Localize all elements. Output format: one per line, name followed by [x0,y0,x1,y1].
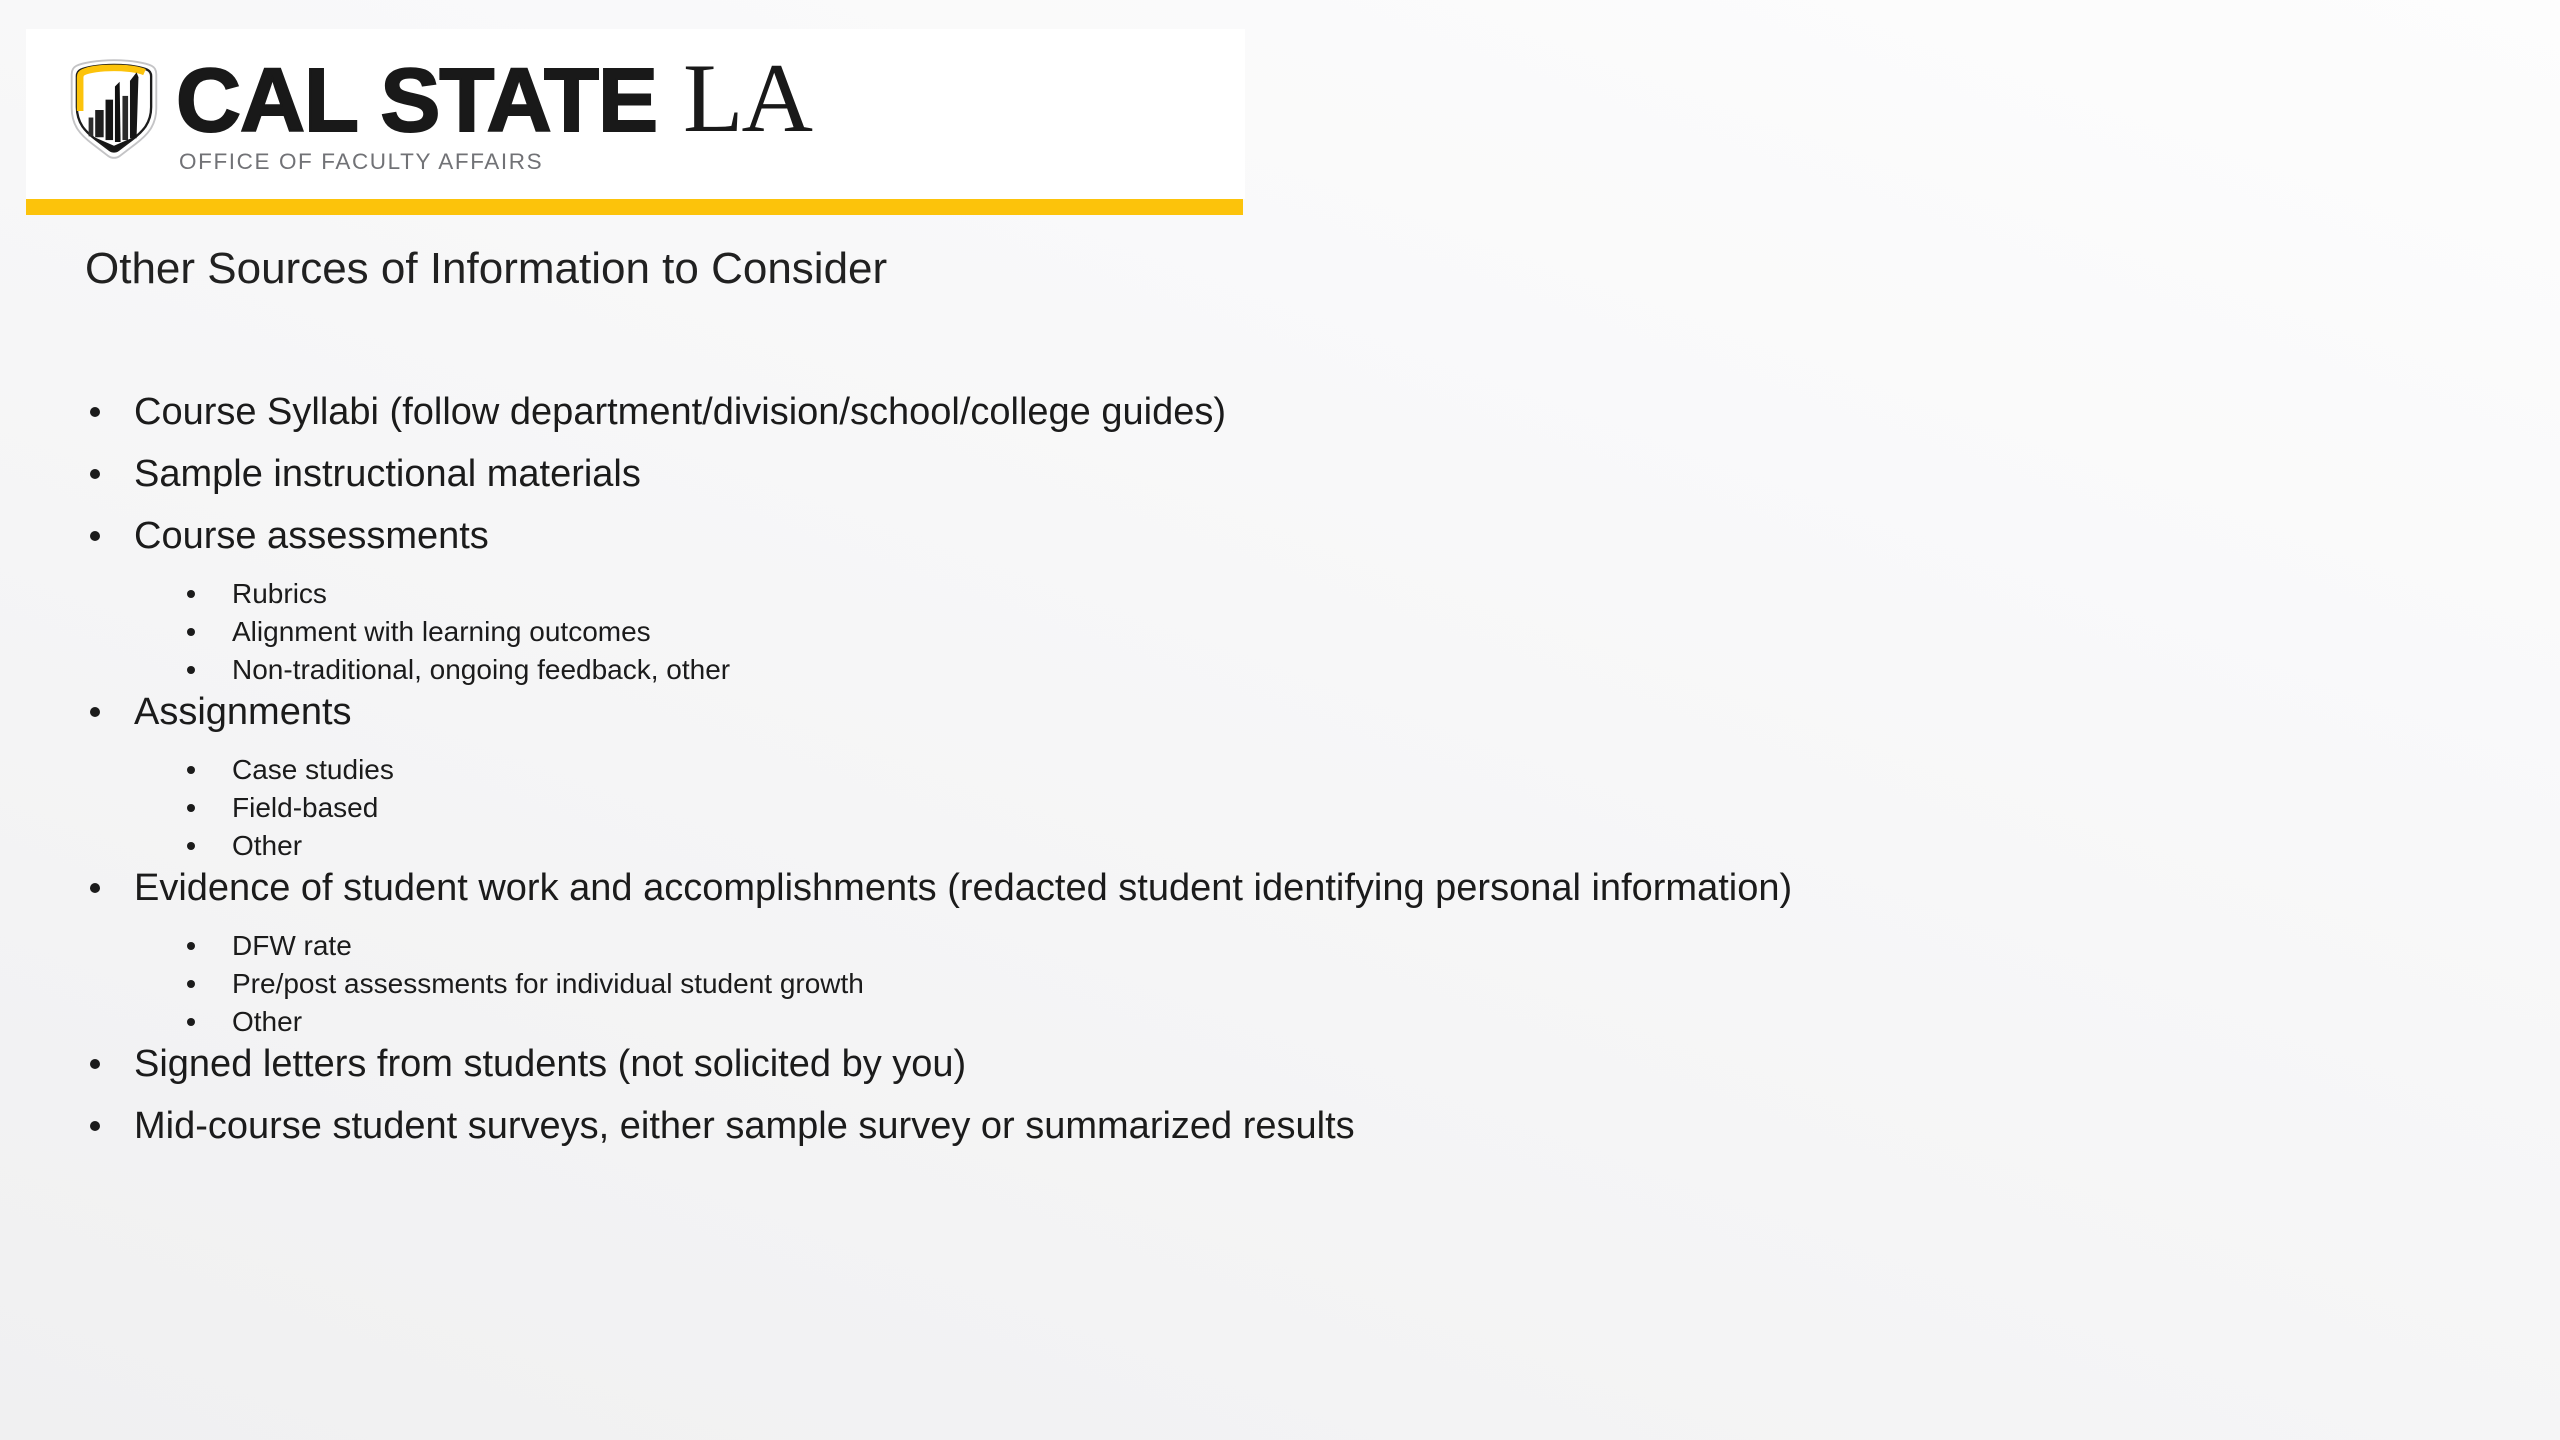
bullet-item-level2: Other [85,1003,2475,1041]
bullet-item-level1: Assignments [85,689,2475,735]
logo-header [26,29,1245,199]
bullet-item-level1: Course assessments [85,513,2475,559]
bullet-item-level2: Other [85,827,2475,865]
bullet-sublist [85,575,2475,689]
bullet-sublist [85,927,2475,1041]
bullet-item-level2: Case studies [85,751,2475,789]
logo-wordmark-secondary: LA [683,44,811,153]
bullet-item-level2: Field-based [85,789,2475,827]
bullet-item-level2: Pre/post assessments for individual student growth [85,965,2475,1003]
bullet-item-level2: Rubrics [85,575,2475,613]
bullet-item-level2: Alignment with learning outcomes [85,613,2475,651]
gold-accent-bar [26,199,1243,215]
bullet-sublist [85,751,2475,865]
bullet-item-level1: Evidence of student work and accomplishments (redacted student identifying personal information) [85,865,2475,911]
logo-wordmark-primary: CAL STATE [176,51,657,151]
bullet-item-level2: DFW rate [85,927,2475,965]
bullet-item-level1: Signed letters from students (not solicited by you) [85,1041,2475,1087]
bullet-list [85,389,2475,1149]
bullet-item-level2: Non-traditional, ongoing feedback, other [85,651,2475,689]
bullet-item-level1: Mid-course student surveys, either sample survey or summarized results [85,1103,2475,1149]
logo-wordmark [176,39,811,161]
bullet-item-level1: Sample instructional materials [85,451,2475,497]
cal-state-la-shield-icon [67,57,161,163]
bullet-item-level1: Course Syllabi (follow department/division/school/college guides) [85,389,2475,435]
slide-title: Other Sources of Information to Consider [85,244,888,293]
slide-body [85,389,2475,1165]
logo-department-name: OFFICE OF FACULTY AFFAIRS [179,149,544,174]
